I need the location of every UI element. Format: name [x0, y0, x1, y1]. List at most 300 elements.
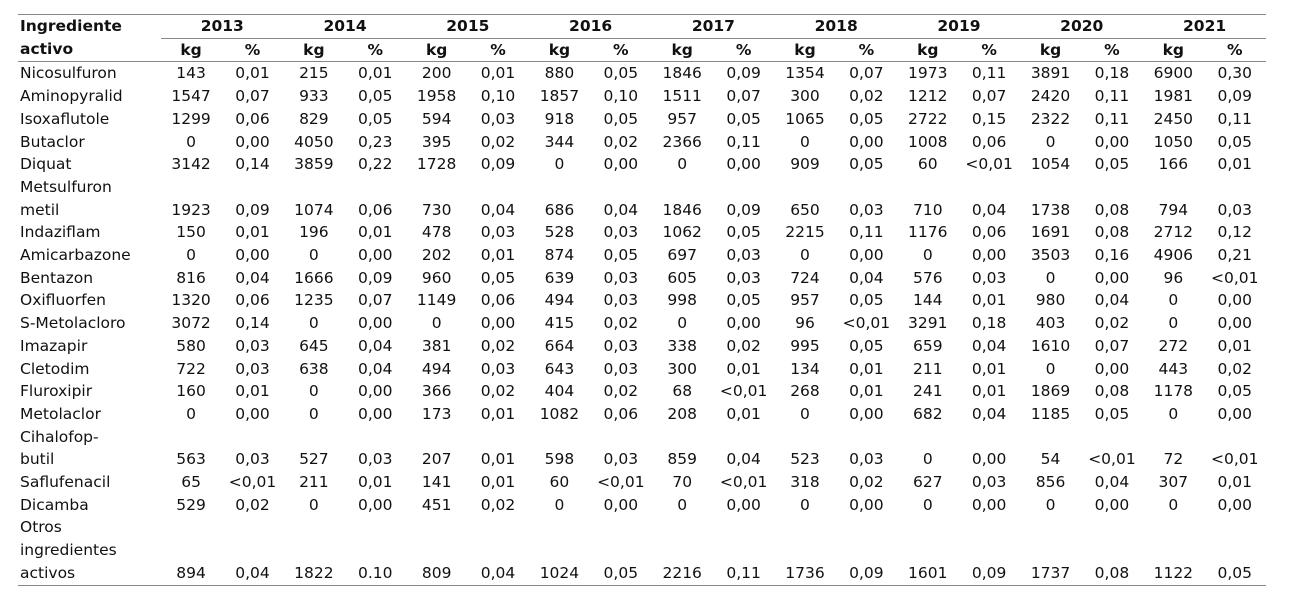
unit-percent-header: % [1081, 38, 1143, 62]
table-row [18, 380, 1266, 403]
kg-value-cell: 3291 [908, 314, 948, 333]
kg-value-cell: 1511 [662, 87, 702, 106]
percent-value-cell: 0,02 [1094, 314, 1130, 333]
percent-value-cell: 0,01 [1217, 155, 1253, 174]
percent-value-cell: 0,03 [726, 268, 761, 287]
kg-value-cell: 880 [544, 64, 575, 83]
percent-value-cell: <0,01 [228, 473, 277, 492]
kg-value-cell: 0 [922, 246, 933, 265]
kg-value-cell: 639 [544, 268, 575, 287]
percent-value-cell: 0,03 [849, 200, 884, 219]
kg-value-cell: 1062 [662, 223, 702, 242]
ingredient-name: butil [20, 450, 55, 469]
ingredient-name: Butaclor [20, 132, 85, 151]
year-header-2021: 2021 [1143, 15, 1266, 39]
year-header-2014: 2014 [284, 15, 407, 39]
kg-value-cell: 829 [299, 109, 329, 128]
percent-value-cell: 0,03 [480, 359, 516, 378]
kg-value-cell: 1822 [284, 562, 344, 585]
kg-value-cell: 1320 [171, 291, 211, 310]
percent-value-cell: 0.10 [344, 562, 406, 585]
percent-value-cell: 0,06 [235, 291, 270, 310]
table-row [18, 471, 1266, 494]
kg-value-cell: 580 [176, 336, 206, 355]
kg-value-cell: 96 [1163, 268, 1184, 287]
percent-value-cell: 0,02 [480, 382, 516, 401]
unit-percent-header: % [958, 38, 1020, 62]
kg-value-cell: 1869 [1030, 382, 1071, 401]
percent-value-cell: 0,05 [1217, 132, 1253, 151]
percent-value-cell: 0,07 [235, 87, 270, 106]
percent-value-cell: 0,00 [235, 404, 270, 423]
ingredient-name: Cletodim [20, 359, 90, 378]
kg-value-cell: 874 [544, 246, 575, 265]
unit-kg-header: kg [529, 38, 589, 62]
percent-value-cell: 0,18 [1094, 64, 1130, 83]
kg-value-cell: 6900 [1153, 64, 1194, 83]
percent-value-cell: 0,05 [590, 562, 652, 585]
kg-value-cell: 1122 [1143, 562, 1203, 585]
percent-value-cell: 0,14 [235, 314, 270, 333]
kg-value-cell: 0 [186, 246, 197, 265]
percent-value-cell: 0,09 [958, 562, 1020, 585]
percent-value-cell: 0,05 [1094, 155, 1130, 174]
kg-value-cell: 1054 [1030, 155, 1071, 174]
kg-value-cell: 2712 [1153, 223, 1194, 242]
kg-value-cell: 1958 [416, 87, 457, 106]
percent-value-cell: 0,05 [1094, 404, 1130, 423]
percent-value-cell: 0,00 [1094, 495, 1130, 514]
kg-value-cell: 0 [800, 132, 810, 151]
percent-value-cell: 0,05 [603, 64, 639, 83]
kg-value-cell: 598 [544, 450, 575, 469]
kg-value-cell: 338 [667, 336, 697, 355]
percent-value-cell: 0,00 [1094, 359, 1130, 378]
percent-value-cell: 0,01 [726, 404, 761, 423]
kg-value-cell: 594 [421, 109, 452, 128]
kg-value-cell: 1601 [898, 562, 958, 585]
kg-value-cell: 0 [800, 246, 810, 265]
ingredient-name: Metolaclor [20, 404, 101, 423]
unit-percent-header: % [712, 38, 774, 62]
ingredient-name: Amicarbazone [20, 246, 131, 265]
percent-value-cell: 0,00 [849, 246, 884, 265]
kg-value-cell: 208 [667, 404, 697, 423]
kg-value-cell: 0 [677, 495, 688, 514]
kg-value-cell: 143 [176, 64, 206, 83]
percent-value-cell: 0,02 [603, 132, 639, 151]
percent-value-cell: 0,03 [603, 336, 639, 355]
percent-value-cell: 0,06 [480, 291, 516, 310]
percent-value-cell: 0,04 [1094, 291, 1130, 310]
ingredient-name: Dicamba [20, 495, 89, 514]
kg-value-cell: 957 [790, 291, 820, 310]
percent-value-cell: <0,01 [719, 473, 768, 492]
kg-value-cell: 395 [421, 132, 452, 151]
kg-value-cell: 1846 [662, 64, 702, 83]
kg-value-cell: 141 [421, 473, 452, 492]
kg-value-cell: 664 [544, 336, 575, 355]
percent-value-cell: 0,06 [971, 223, 1007, 242]
percent-value-cell: 0,01 [1217, 473, 1253, 492]
percent-value-cell: 0,03 [480, 109, 516, 128]
percent-value-cell: 0,04 [480, 200, 516, 219]
kg-value-cell: 443 [1158, 359, 1189, 378]
percent-value-cell: 0,00 [235, 246, 270, 265]
percent-value-cell: <0,01 [1211, 450, 1259, 469]
percent-value-cell: 0,05 [726, 109, 761, 128]
kg-value-cell: 1857 [539, 87, 580, 106]
percent-value-cell: 0,05 [480, 268, 516, 287]
percent-value-cell: 0,00 [357, 404, 393, 423]
percent-value-cell: <0,01 [597, 473, 645, 492]
percent-value-cell: 0,08 [1094, 382, 1130, 401]
percent-value-cell: 0,05 [357, 87, 393, 106]
table-row [18, 85, 1266, 108]
ingredient-name: Isoxaflutole [20, 109, 110, 128]
table-row-label-continuation [18, 516, 1266, 539]
year-header-2018: 2018 [775, 15, 898, 39]
percent-value-cell: 0,04 [357, 336, 393, 355]
table-row [18, 494, 1266, 517]
percent-value-cell: 0,02 [1217, 359, 1253, 378]
kg-value-cell: 211 [299, 473, 329, 492]
percent-value-cell: 0,05 [849, 155, 884, 174]
kg-value-cell: 1691 [1030, 223, 1071, 242]
percent-value-cell: <0,01 [1211, 268, 1259, 287]
kg-value-cell: 933 [299, 87, 329, 106]
kg-value-cell: 722 [176, 359, 206, 378]
kg-value-cell: 1008 [908, 132, 948, 151]
year-header-2015: 2015 [406, 15, 529, 39]
kg-value-cell: 215 [299, 64, 329, 83]
percent-value-cell: 0,04 [971, 200, 1007, 219]
kg-value-cell: 527 [299, 450, 329, 469]
kg-value-cell: 0 [677, 155, 688, 174]
table-row [18, 108, 1266, 131]
percent-value-cell: 0,10 [480, 87, 516, 106]
percent-value-cell: 0,00 [1094, 132, 1130, 151]
ingredient-name: S-Metolacloro [20, 314, 126, 333]
table-row [18, 335, 1266, 358]
kg-value-cell: 1981 [1153, 87, 1194, 106]
percent-value-cell: 0,07 [726, 87, 761, 106]
percent-value-cell: 0,00 [357, 495, 393, 514]
kg-value-cell: 68 [672, 382, 693, 401]
percent-value-cell: 0,06 [971, 132, 1007, 151]
percent-value-cell: 0,03 [480, 223, 516, 242]
percent-value-cell: 0,02 [603, 314, 639, 333]
table-row-label-continuation [18, 539, 1266, 562]
table-row [18, 358, 1266, 381]
percent-value-cell: 0,01 [480, 450, 516, 469]
kg-value-cell: 268 [790, 382, 820, 401]
kg-value-cell: 1728 [416, 155, 457, 174]
unit-kg-header: kg [406, 38, 466, 62]
unit-percent-header: % [1204, 38, 1266, 62]
kg-value-cell: 2366 [662, 132, 702, 151]
kg-value-cell: 300 [790, 87, 820, 106]
kg-value-cell: 72 [1163, 450, 1184, 469]
percent-value-cell: 0,00 [849, 495, 884, 514]
kg-value-cell: 1082 [539, 404, 580, 423]
percent-value-cell: 0,00 [1217, 404, 1253, 423]
percent-value-cell: 0,06 [235, 109, 270, 128]
percent-value-cell: 0,05 [849, 109, 884, 128]
kg-value-cell: 0 [308, 495, 319, 514]
percent-value-cell: 0,03 [603, 359, 639, 378]
kg-value-cell: 134 [790, 359, 820, 378]
percent-value-cell: 0,10 [603, 87, 639, 106]
table-header [18, 15, 1266, 62]
kg-value-cell: 2722 [908, 109, 948, 128]
kg-value-cell: 894 [161, 562, 221, 585]
percent-value-cell: 0,00 [971, 495, 1007, 514]
percent-value-cell: <0,01 [1088, 450, 1136, 469]
kg-value-cell: 1547 [171, 87, 211, 106]
percent-value-cell: 0,05 [603, 246, 639, 265]
kg-value-cell: 4906 [1153, 246, 1194, 265]
kg-value-cell: 3142 [171, 155, 211, 174]
kg-value-cell: 980 [1035, 291, 1066, 310]
percent-value-cell: 0,05 [849, 291, 884, 310]
percent-value-cell: 0,01 [235, 223, 270, 242]
percent-value-cell: 0,01 [480, 246, 516, 265]
percent-value-cell: 0,03 [603, 450, 639, 469]
kg-value-cell: 650 [790, 200, 820, 219]
percent-value-cell: 0,04 [1094, 473, 1130, 492]
kg-value-cell: 0 [1045, 359, 1056, 378]
kg-value-cell: 3859 [294, 155, 334, 174]
kg-value-cell: 494 [544, 291, 575, 310]
percent-value-cell: 0,01 [480, 404, 516, 423]
kg-value-cell: 1176 [908, 223, 948, 242]
kg-value-cell: 0 [1168, 314, 1179, 333]
percent-value-cell: 0,01 [849, 359, 884, 378]
year-header-row [18, 15, 1266, 39]
percent-value-cell: 0,03 [235, 450, 270, 469]
year-header-2016: 2016 [529, 15, 652, 39]
percent-value-cell: 0,04 [971, 336, 1007, 355]
year-header-2013: 2013 [161, 15, 284, 39]
kg-value-cell: 1065 [785, 109, 825, 128]
table-row-label-continuation [18, 176, 1266, 199]
percent-value-cell: 0,00 [1217, 495, 1253, 514]
unit-kg-header: kg [161, 38, 221, 62]
unit-percent-header: % [590, 38, 652, 62]
percent-value-cell: 0,03 [603, 291, 639, 310]
unit-kg-header: kg [1143, 38, 1203, 62]
percent-value-cell: 0,04 [726, 450, 761, 469]
percent-value-cell: 0,02 [849, 87, 884, 106]
percent-value-cell: 0,00 [1217, 314, 1253, 333]
kg-value-cell: 1299 [171, 109, 211, 128]
percent-value-cell: <0,01 [719, 382, 768, 401]
kg-value-cell: 241 [912, 382, 943, 401]
percent-value-cell: 0,15 [971, 109, 1007, 128]
kg-value-cell: 3891 [1030, 64, 1071, 83]
percent-value-cell: 0,07 [849, 64, 884, 83]
unit-header-row [18, 38, 1266, 62]
kg-value-cell: 300 [667, 359, 697, 378]
percent-value-cell: 0,12 [1217, 223, 1253, 242]
kg-value-cell: 998 [667, 291, 697, 310]
kg-value-cell: 160 [176, 382, 206, 401]
ingredient-name: Bentazon [20, 268, 94, 287]
kg-value-cell: 686 [544, 200, 575, 219]
kg-value-cell: 70 [672, 473, 693, 492]
unit-kg-header: kg [284, 38, 344, 62]
percent-value-cell: 0,00 [726, 495, 761, 514]
percent-value-cell: 0,06 [603, 404, 639, 423]
percent-value-cell: 0,03 [603, 268, 639, 287]
kg-value-cell: 202 [421, 246, 452, 265]
percent-value-cell: 0,02 [726, 336, 761, 355]
kg-value-cell: 60 [549, 473, 570, 492]
percent-value-cell: 0,00 [971, 246, 1007, 265]
ingredient-name: Aminopyralid [20, 87, 123, 106]
kg-value-cell: 710 [912, 200, 943, 219]
percent-value-cell: 0,08 [1094, 223, 1130, 242]
kg-value-cell: 318 [790, 473, 820, 492]
kg-value-cell: 1610 [1030, 336, 1071, 355]
percent-value-cell: 0,00 [971, 450, 1007, 469]
kg-value-cell: 0 [431, 314, 442, 333]
kg-value-cell: 605 [667, 268, 697, 287]
kg-value-cell: 1185 [1030, 404, 1071, 423]
percent-value-cell: 0,23 [357, 132, 393, 151]
percent-value-cell: 0,00 [726, 155, 761, 174]
ingredient-name: metil [20, 200, 60, 219]
kg-value-cell: 3072 [171, 314, 211, 333]
kg-value-cell: 54 [1040, 450, 1061, 469]
percent-value-cell: 0,21 [1217, 246, 1253, 265]
percent-value-cell: 0,11 [1217, 109, 1253, 128]
percent-value-cell: 0,11 [971, 64, 1007, 83]
kg-value-cell: 2322 [1030, 109, 1071, 128]
kg-value-cell: 366 [421, 382, 452, 401]
percent-value-cell: 0,01 [971, 359, 1007, 378]
kg-value-cell: 1024 [529, 562, 589, 585]
kg-value-cell: 196 [299, 223, 329, 242]
kg-value-cell: 816 [176, 268, 206, 287]
kg-value-cell: 415 [544, 314, 575, 333]
kg-value-cell: 3503 [1030, 246, 1071, 265]
ingredient-name: Nicosulfuron [20, 64, 117, 83]
percent-value-cell: 0,02 [480, 495, 516, 514]
percent-value-cell: 0,04 [971, 404, 1007, 423]
kg-value-cell: 1846 [662, 200, 702, 219]
kg-value-cell: 2450 [1153, 109, 1194, 128]
percent-value-cell: 0,18 [971, 314, 1007, 333]
kg-value-cell: 0 [554, 155, 565, 174]
percent-value-cell: 0,09 [726, 64, 761, 83]
percent-value-cell: 0,03 [971, 473, 1007, 492]
kg-value-cell: 307 [1158, 473, 1189, 492]
unit-kg-header: kg [1020, 38, 1080, 62]
percent-value-cell: 0,04 [467, 562, 529, 585]
percent-value-cell: 0,30 [1217, 64, 1253, 83]
percent-value-cell: 0,00 [849, 132, 884, 151]
kg-value-cell: 1074 [294, 200, 334, 219]
kg-value-cell: 638 [299, 359, 329, 378]
kg-value-cell: 144 [912, 291, 943, 310]
kg-value-cell: 150 [176, 223, 206, 242]
kg-value-cell: 211 [912, 359, 943, 378]
kg-value-cell: 794 [1158, 200, 1189, 219]
kg-value-cell: 1149 [416, 291, 457, 310]
percent-value-cell: 0,01 [357, 473, 393, 492]
percent-value-cell: 0,05 [603, 109, 639, 128]
unit-percent-header: % [344, 38, 406, 62]
kg-value-cell: 2216 [652, 562, 712, 585]
herbicide-usage-table [18, 14, 1266, 586]
kg-value-cell: 1178 [1153, 382, 1194, 401]
percent-value-cell: 0,05 [1204, 562, 1266, 585]
percent-value-cell: 0,00 [357, 382, 393, 401]
kg-value-cell: 1737 [1020, 562, 1080, 585]
kg-value-cell: 1738 [1030, 200, 1071, 219]
kg-value-cell: 918 [544, 109, 575, 128]
percent-value-cell: 0,04 [235, 268, 270, 287]
percent-value-cell: 0,01 [235, 382, 270, 401]
kg-value-cell: 957 [667, 109, 697, 128]
kg-value-cell: 1973 [908, 64, 948, 83]
kg-value-cell: 65 [181, 473, 201, 492]
year-header-2020: 2020 [1020, 15, 1143, 39]
percent-value-cell: 0,00 [726, 314, 761, 333]
table-row [18, 244, 1266, 267]
table-row [18, 403, 1266, 426]
kg-value-cell: 478 [421, 223, 452, 242]
kg-value-cell: 576 [912, 268, 943, 287]
kg-value-cell: 207 [421, 450, 452, 469]
percent-value-cell: 0,09 [357, 268, 393, 287]
percent-value-cell: 0,03 [726, 246, 761, 265]
percent-value-cell: 0,00 [1217, 291, 1253, 310]
percent-value-cell: 0,02 [603, 382, 639, 401]
percent-value-cell: 0,02 [235, 495, 270, 514]
ingredient-name: Fluroxipir [20, 382, 93, 401]
percent-value-cell: 0,01 [849, 382, 884, 401]
kg-value-cell: 627 [912, 473, 943, 492]
kg-value-cell: 697 [667, 246, 697, 265]
kg-value-cell: 0 [186, 404, 197, 423]
ingredient-name-line: Otros [20, 518, 62, 537]
percent-value-cell: 0,07 [971, 87, 1007, 106]
percent-value-cell: 0,05 [849, 336, 884, 355]
percent-value-cell: 0,11 [1094, 87, 1130, 106]
kg-value-cell: 0 [1168, 291, 1179, 310]
kg-value-cell: 0 [308, 382, 319, 401]
kg-value-cell: 856 [1035, 473, 1066, 492]
percent-value-cell: 0,02 [480, 336, 516, 355]
percent-value-cell: 0,04 [357, 359, 393, 378]
unit-percent-header: % [835, 38, 897, 62]
kg-value-cell: 381 [421, 336, 452, 355]
kg-value-cell: 0 [922, 450, 933, 469]
ingredient-name: Saflufenacil [20, 473, 111, 492]
empty-cell [161, 539, 1266, 562]
table-row [18, 199, 1266, 222]
kg-value-cell: 0 [1168, 404, 1179, 423]
percent-value-cell: 0,03 [971, 268, 1007, 287]
percent-value-cell: 0,01 [480, 473, 516, 492]
percent-value-cell: <0,01 [842, 314, 891, 333]
kg-value-cell: 528 [544, 223, 575, 242]
percent-value-cell: 0,08 [1094, 200, 1130, 219]
kg-value-cell: 730 [421, 200, 452, 219]
